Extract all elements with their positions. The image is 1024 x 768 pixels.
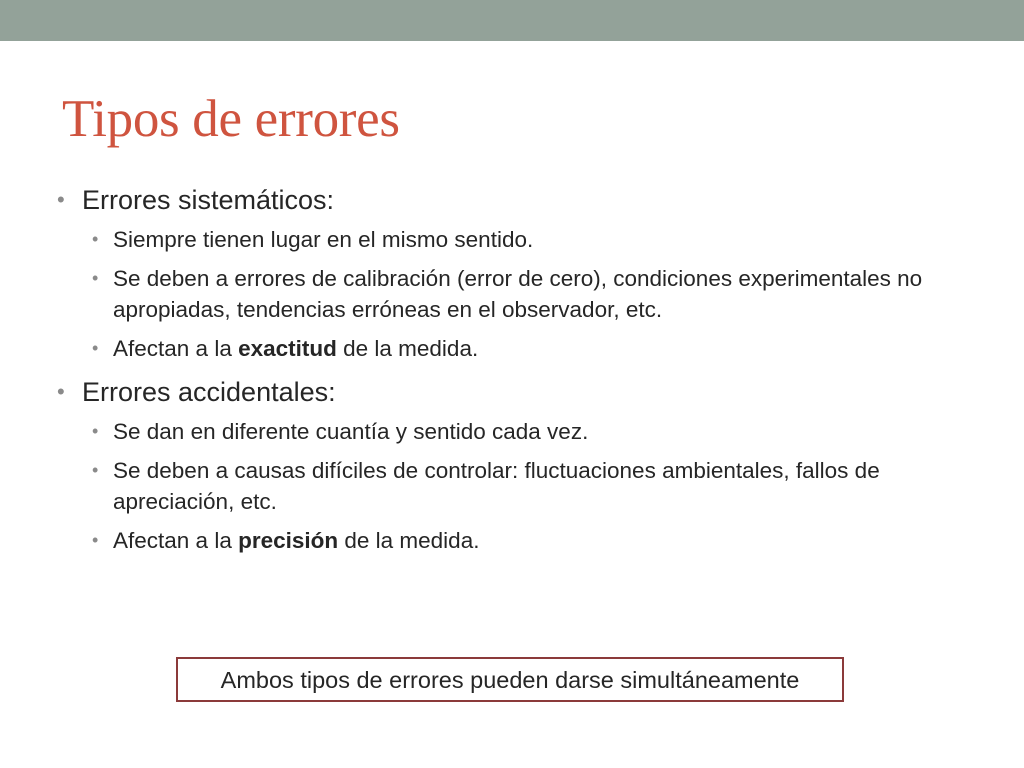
emphasis-term: precisión	[238, 528, 339, 553]
note-box	[176, 657, 844, 702]
section-heading	[57, 180, 977, 220]
section-heading	[57, 372, 977, 412]
bullet-icon: •	[92, 338, 99, 358]
list-item	[57, 455, 977, 517]
note-text: Ambos tipos de errores pueden darse simultáneamente	[220, 666, 800, 693]
bullet-list	[57, 416, 977, 556]
emphasis-term: exactitud	[238, 336, 337, 361]
list-item-text-end: de la medida.	[336, 336, 479, 361]
list-item-text-end: de la medida.	[338, 528, 480, 553]
slide-content	[57, 180, 977, 564]
list-item	[57, 333, 977, 364]
bullet-icon: •	[92, 268, 99, 288]
bullet-icon: •	[57, 187, 65, 212]
bullet-icon: •	[92, 460, 99, 480]
list-item-text: Se deben a errores de calibración (error de cero), condiciones experimentales no apropiadas, tendencias erróneas en el observador, etc.	[113, 266, 923, 322]
bullet-list	[57, 224, 977, 364]
section-heading-text: Errores accidentales:	[82, 377, 336, 407]
list-item-text: Se deben a causas difíciles de controlar: fluctuaciones ambientales, fallos de apreciación, etc.	[113, 458, 880, 514]
list-item	[57, 416, 977, 447]
list-item	[57, 525, 977, 556]
list-item	[57, 263, 977, 325]
slide-title: Tipos de errores	[62, 90, 400, 148]
bullet-icon: •	[92, 229, 99, 249]
bullet-icon: •	[92, 421, 99, 441]
list-item	[57, 224, 977, 255]
list-item-text: Siempre tienen lugar en el mismo sentido.	[113, 227, 534, 252]
list-item-text: Se dan en diferente cuantía y sentido cada vez.	[113, 419, 589, 444]
list-item-text: Afectan a la	[113, 336, 239, 361]
section-heading-text: Errores sistemáticos:	[82, 185, 335, 215]
bullet-icon: •	[57, 379, 65, 404]
list-item-text: Afectan a la	[113, 528, 239, 553]
bullet-icon: •	[92, 530, 99, 550]
top-accent-bar	[0, 0, 1024, 41]
